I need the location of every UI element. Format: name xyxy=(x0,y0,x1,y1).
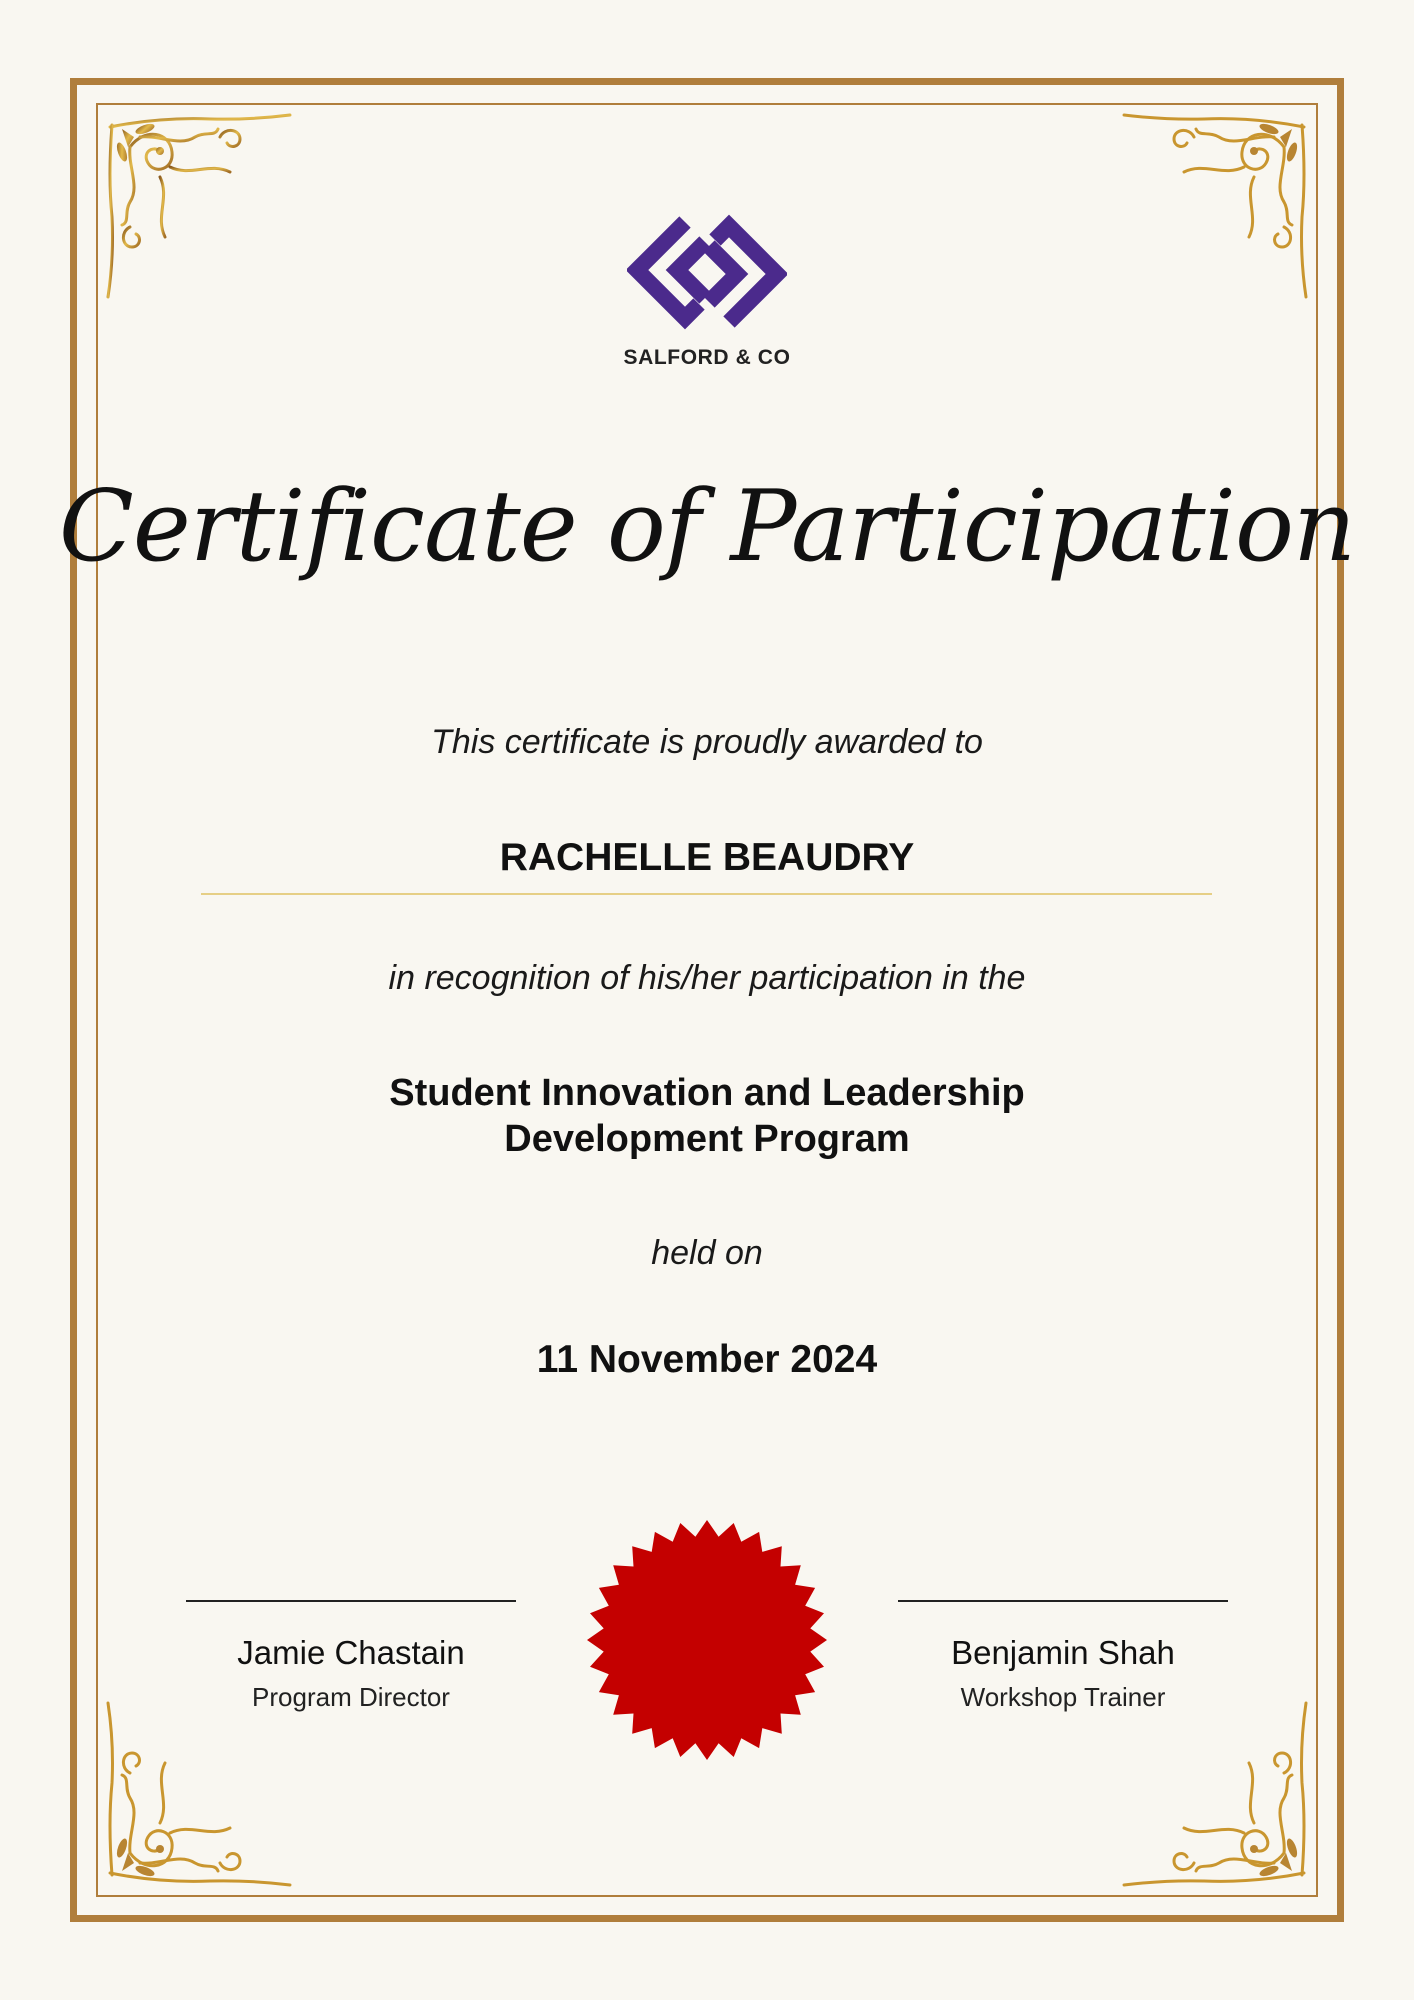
red-seal-icon xyxy=(585,1518,829,1762)
signatory-role-right: Workshop Trainer xyxy=(960,1682,1166,1712)
program-name-line-1: Student Innovation and Leadership xyxy=(389,1072,1025,1114)
name-underline xyxy=(201,893,1212,895)
signatory-name-right: Benjamin Shah xyxy=(951,1634,1175,1671)
event-date: 11 November 2024 xyxy=(536,1338,878,1381)
certificate-title: Certificate of Participation xyxy=(58,470,1356,584)
company-name: SALFORD & CO xyxy=(623,346,791,369)
flourish-ornament-icon xyxy=(100,1693,300,1893)
signatory-role-left: Program Director xyxy=(252,1682,450,1712)
held-on-text: held on xyxy=(651,1234,763,1272)
program-name xyxy=(0,1070,1414,1162)
flourish-ornament-icon xyxy=(1114,107,1314,307)
flourish-ornament-icon xyxy=(1114,1693,1314,1893)
signatory-name-left: Jamie Chastain xyxy=(237,1634,465,1671)
interlocked-diamond-logo-icon xyxy=(627,212,787,332)
recognition-text: in recognition of his/her participation in the xyxy=(388,959,1026,997)
signature-line-right xyxy=(898,1600,1228,1602)
recipient-name: RACHELLE BEAUDRY xyxy=(499,836,915,879)
flourish-ornament-icon xyxy=(100,107,300,307)
program-name-line-2: Development Program xyxy=(504,1118,910,1160)
signature-line-left xyxy=(186,1600,516,1602)
awarded-text: This certificate is proudly awarded to xyxy=(431,723,983,761)
